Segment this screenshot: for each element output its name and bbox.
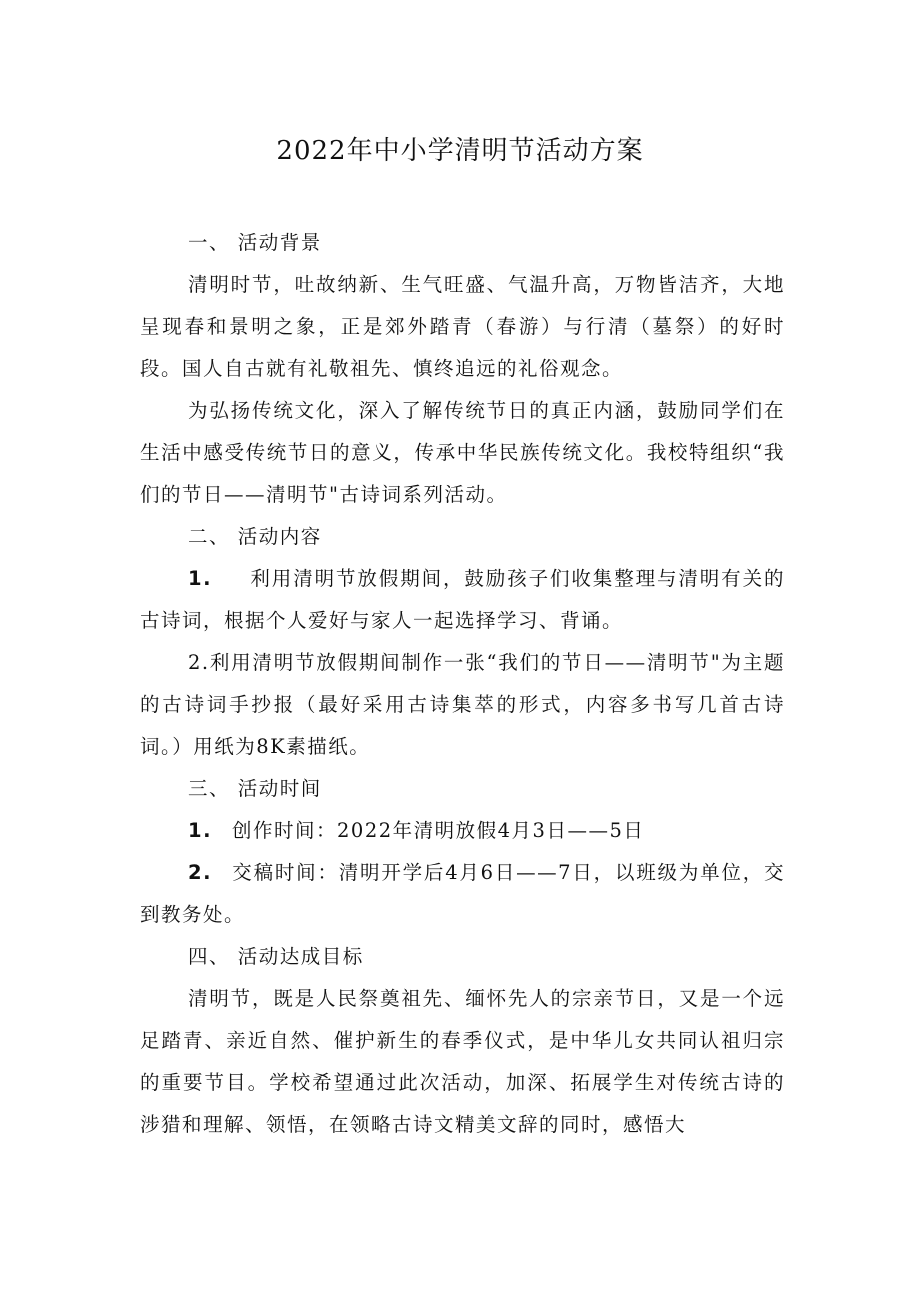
document-body bbox=[140, 222, 785, 1146]
goals-paragraph-1: 清明节，既是人民祭奠祖先、缅怀先人的宗亲节日，又是一个远足踏青、亲近自然、催护新生的春季仪式，是中华儿女共同认祖归宗的重要节目。学校希望通过此次活动，加深、拓展学生对传统古诗的涉猎和理解、领悟，在领略古诗文精美文辞的同时，感悟大 bbox=[140, 987, 785, 1136]
section-heading-content: 二、 活动内容 bbox=[188, 525, 322, 548]
section-heading-background: 一、 活动背景 bbox=[188, 231, 322, 254]
time-item-2-text: 交稿时间：清明开学后4月6日——7日，以班级为单位，交到教务处。 bbox=[140, 861, 785, 926]
section-heading-goals: 四、 活动达成目标 bbox=[188, 945, 364, 968]
content-item-2: 2.利用清明节放假期间制作一张“我们的节日——清明节"为主题的古诗词手抄报（最好采用古诗集萃的形式，内容多书写几首古诗词。）用纸为8K素描纸。 bbox=[140, 651, 785, 758]
document-title: 2022年中小学清明节活动方案 bbox=[276, 136, 644, 166]
background-paragraph-2: 为弘扬传统文化，深入了解传统节日的真正内涵，鼓励同学们在生活中感受传统节日的意义，传承中华民族传统文化。我校特组织“我们的节日——清明节"古诗词系列活动。 bbox=[140, 399, 785, 506]
section-heading-time: 三、 活动时间 bbox=[188, 777, 322, 800]
time-item-1-number: 1. bbox=[188, 819, 212, 842]
time-item-2 bbox=[140, 852, 785, 936]
time-item-2-number: 2. bbox=[188, 861, 212, 884]
time-item-1 bbox=[140, 810, 785, 852]
time-item-1-text: 创作时间：2022年清明放假4月3日——5日 bbox=[232, 819, 645, 842]
content-item-1 bbox=[140, 558, 785, 642]
content-item-1-number: 1. bbox=[188, 567, 212, 590]
background-paragraph-1: 清明时节，吐故纳新、生气旺盛、气温升高，万物皆洁齐，大地呈现春和景明之象，正是郊外踏青（春游）与行清（墓祭）的好时段。国人自古就有礼敬祖先、慎终追远的礼俗观念。 bbox=[140, 273, 785, 380]
content-item-1-text: 利用清明节放假期间，鼓励孩子们收集整理与清明有关的古诗词，根据个人爱好与家人一起选择学习、背诵。 bbox=[140, 567, 785, 632]
